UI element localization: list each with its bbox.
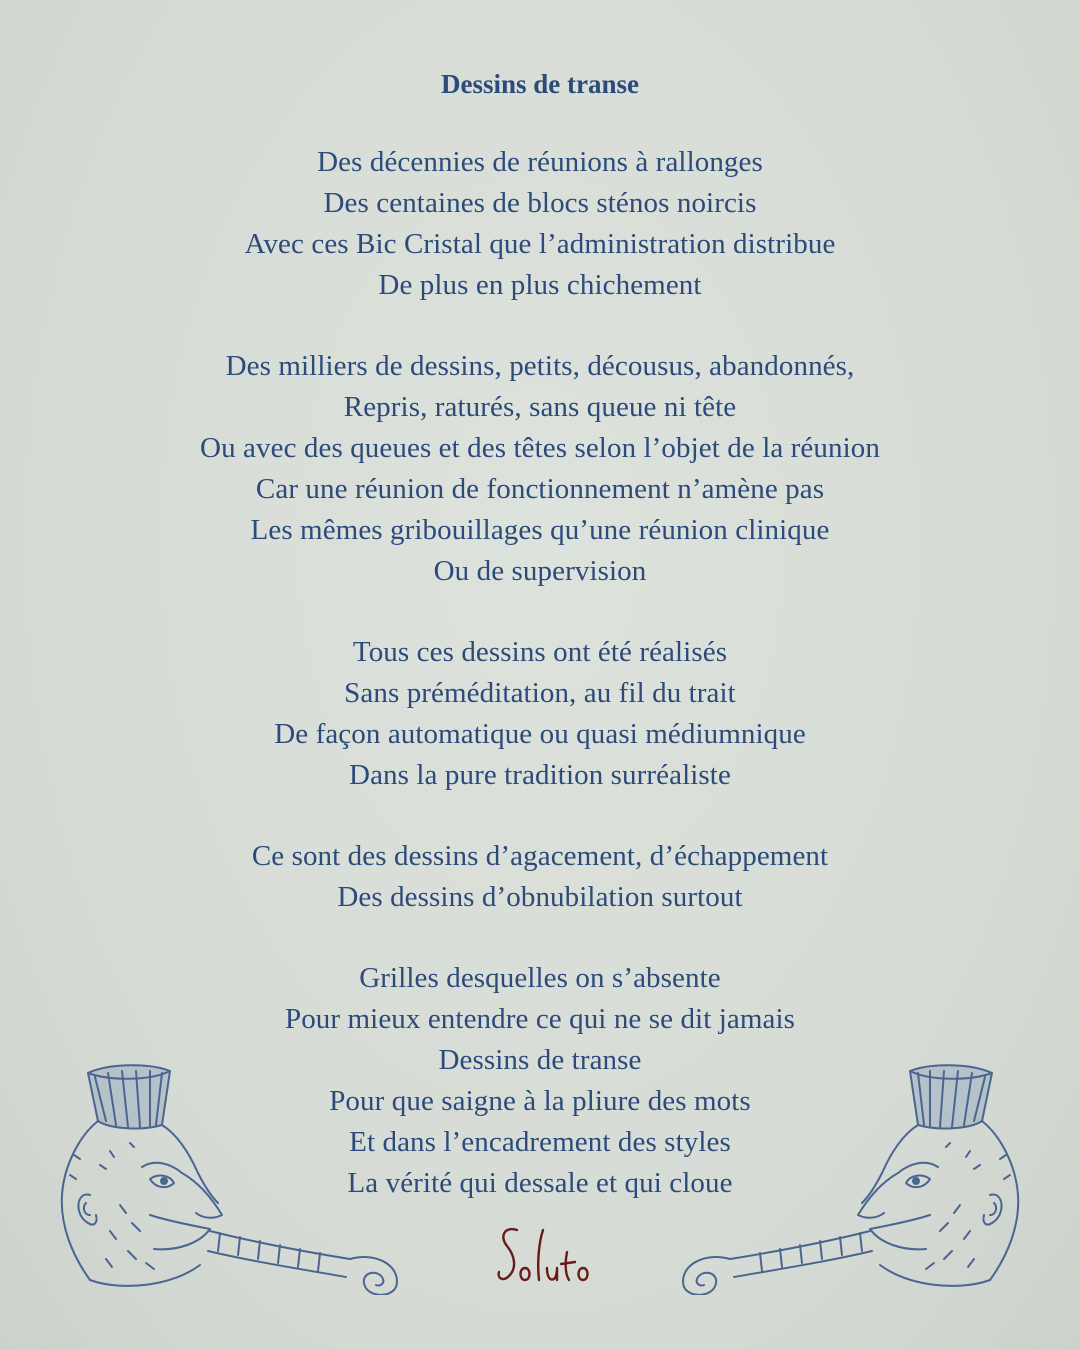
poem-line: Des dessins d’obnubilation surtout xyxy=(337,881,743,913)
poem-line: Dans la pure tradition surréaliste xyxy=(349,759,731,791)
stanza-1 xyxy=(0,142,1080,306)
poem-line: Ou de supervision xyxy=(433,555,647,587)
poem-line: Ou avec des queues et des têtes selon l’objet de la réunion xyxy=(200,432,880,464)
figure-blowing-party-horn-icon xyxy=(670,1055,1030,1295)
poem-line: De plus en plus chichement xyxy=(378,269,702,301)
signature xyxy=(495,1222,605,1292)
stanza-2 xyxy=(0,346,1080,592)
poem-line: Tous ces dessins ont été réalisés xyxy=(352,636,728,668)
poem-line: Des milliers de dessins, petits, décousus, abandonnés, xyxy=(225,350,855,382)
poem-line: Sans préméditation, au fil du trait xyxy=(344,677,736,709)
poem-line: Avec ces Bic Cristal que l’administration distribue xyxy=(244,228,836,260)
poem-title: Dessins de transe xyxy=(440,69,639,99)
poem-line: Grilles desquelles on s’absente xyxy=(359,962,721,994)
poem-line: Pour que saigne à la pliure des mots xyxy=(329,1085,751,1117)
poem-line: De façon automatique ou quasi médiumnique xyxy=(274,718,806,750)
figure-blowing-party-horn-icon xyxy=(50,1055,410,1295)
poem-line: Des décennies de réunions à rallonges xyxy=(317,146,763,178)
poem-line: Pour mieux entendre ce qui ne se dit jamais xyxy=(284,1003,796,1035)
poem-line: Car une réunion de fonctionnement n’amène pas xyxy=(255,473,825,505)
poem-line: Des centaines de blocs sténos noircis xyxy=(323,187,757,219)
poem xyxy=(0,62,1080,1204)
stanza-4 xyxy=(0,836,1080,918)
poem-line: Les mêmes gribouillages qu’une réunion clinique xyxy=(250,514,830,546)
stanza-3 xyxy=(0,632,1080,796)
poem-line: Et dans l’encadrement des styles xyxy=(349,1126,731,1158)
poem-line: Dessins de transe xyxy=(438,1044,642,1076)
poem-line: Repris, raturés, sans queue ni tête xyxy=(343,391,737,423)
signature-text xyxy=(495,1222,498,1223)
poem-line: La vérité qui dessale et qui cloue xyxy=(347,1167,733,1199)
poem-line: Ce sont des dessins d’agacement, d’échappement xyxy=(251,840,829,872)
